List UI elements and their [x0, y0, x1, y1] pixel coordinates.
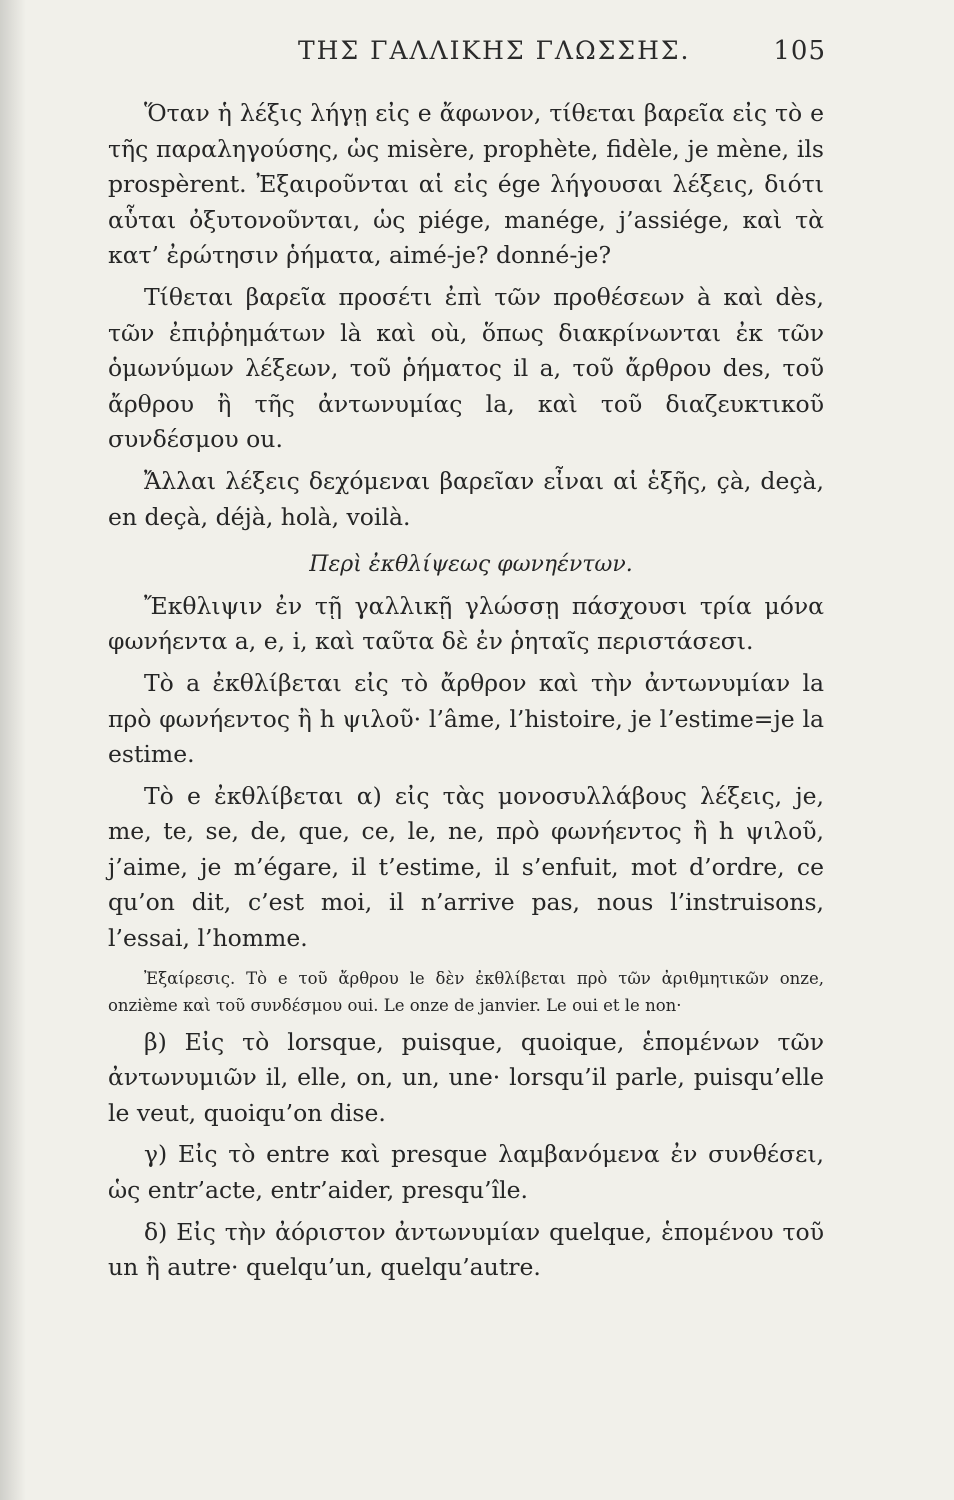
paragraph-elision-entre: γ) Εἰς τὸ entre καὶ presque λαμβανόμενα ἐν συνθέσει, ὡς entr’acte, entr’aider, presqu’île. — [108, 1140, 824, 1205]
paragraph-elision-e: Τὸ e ἐκθλίβεται α) εἰς τὰς μονοσυλλάβους λέξεις, je, me, te, se, de, que, ce, le, ne, πρὸ φωνήεντος ἢ h ψιλοῦ, j’aime, je m’égare, il t’estime, il s’enfuit, mot d’ordre, ce qu’on dit, c’est moi, il n’arrive pas, nous l’instruisons, l’essai, l’homme. — [108, 781, 824, 953]
running-head — [298, 36, 826, 66]
paragraph-elision-a: Τὸ a ἐκθλίβεται εἰς τὸ ἄρθρον καὶ τὴν ἀντωνυμίαν la πρὸ φωνήεντος ἢ h ψιλοῦ· l’âme, l’histoire, je l’estime=je la estime. — [108, 668, 824, 769]
paragraph-elision-quelque: δ) Εἰς τὴν ἀόριστον ἀντωνυμίαν quelque, ἑπομένου τοῦ un ἢ autre· quelqu’un, quelqu’autre. — [108, 1217, 824, 1282]
paragraph-elision-lorsque: β) Εἰς τὸ lorsque, puisque, quoique, ἑπομένων τῶν ἀντωνυμιῶν il, elle, on, un, une· lorsqu’il parle, puisqu’elle le veut, quoiqu’on dise. — [108, 1027, 824, 1127]
paragraph-other-grave-words: Ἄλλαι λέξεις δεχόμεναι βαρεῖαν εἶναι αἱ ἑξῆς, çà, deçà, en deçà, déjà, holà, voilà. — [108, 466, 824, 531]
paragraph-exception: Ἐξαίρεσις. Τὸ e τοῦ ἄρθρου le δὲν ἐκθλίβεται πρὸ τῶν ἀριθμητικῶν onze, onzième καὶ τοῦ συνδέσμου oui. Le onze de janvier. Le oui et le non· — [108, 968, 824, 1015]
paragraph-elision-intro: Ἔκθλιψιν ἐν τῇ γαλλικῇ γλώσσῃ πάσχουσι τρία μόνα φωνήεντα a, e, i, καὶ ταῦτα δὲ ἐν ῥηταῖς περιστάσεσι. — [108, 591, 824, 656]
section-title: Περὶ ἐκθλίψεως φωνηέντων. — [309, 552, 633, 578]
paragraph-grave-final-e: Ὅταν ἡ λέξις λήγῃ εἰς e ἄφωνον, τίθεται βαρεῖα εἰς τὸ e τῆς παραληγούσης, ὡς misère, prophète, fidèle, je mène, ils prospèrent. Ἐξαιροῦνται αἱ εἰς ége λήγουσαι λέξεις, διότι αὗται ὀξυτονοῦνται, ὡς piége, manége, j’assiége, καὶ τὰ κατ’ ἐρώτησιν ῥήματα, aimé-je? donné-je? — [108, 99, 824, 270]
running-title: ΤΗΣ ΓΑΛΛΙΚΗΣ ΓΛΩΣΣΗΣ. — [298, 36, 691, 65]
body-text — [108, 96, 824, 1286]
page-number: 105 — [773, 36, 826, 66]
paragraph-grave-prepositions: Τίθεται βαρεῖα προσέτι ἐπὶ τῶν προθέσεων à καὶ dès, τῶν ἐπιῤῥημάτων là καὶ où, ὅπως διακρίνωνται ἐκ τῶν ὁμωνύμων λέξεων, τοῦ ῥήματος il a, τοῦ ἄρθρου des, τοῦ ἄρθρου ἢ τῆς ἀντωνυμίας la, καὶ τοῦ διαζευκτικοῦ συνδέσμου ou. — [108, 282, 824, 454]
